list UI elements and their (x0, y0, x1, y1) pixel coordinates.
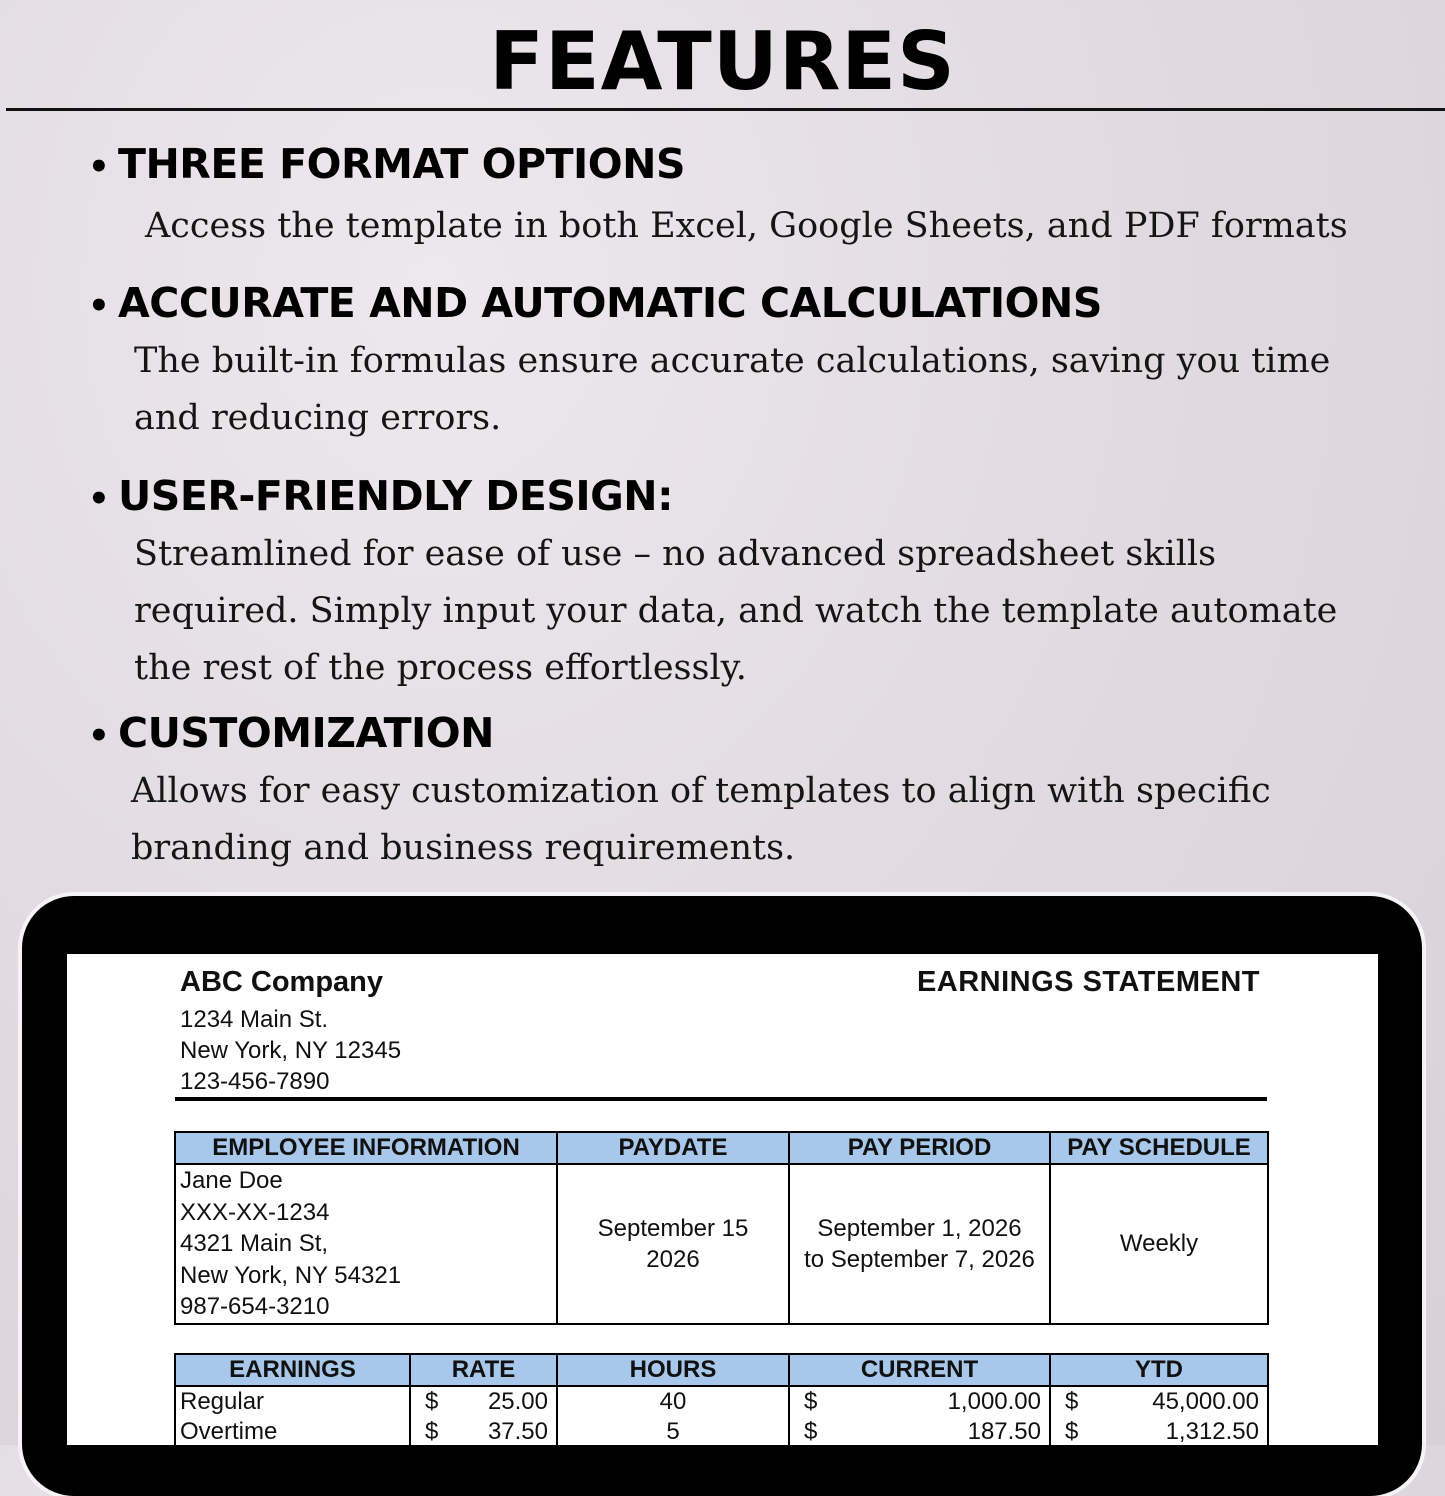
earning-type: Overtime (175, 1417, 410, 1445)
header-pay-schedule: PAY SCHEDULE (1050, 1132, 1268, 1164)
earning-rate: $ 37.50 (410, 1417, 557, 1445)
pay-schedule-value: Weekly (1050, 1164, 1268, 1324)
header-pay-period: PAY PERIOD (789, 1132, 1050, 1164)
employee-info-table (174, 1131, 1269, 1325)
header-ytd: YTD (1050, 1354, 1268, 1386)
earning-current: $ 1,000.00 (789, 1386, 1050, 1417)
earning-hours: 5 (557, 1417, 789, 1445)
feature-heading-formats: • THREE FORMAT OPTIONS (88, 139, 685, 192)
earning-ytd: $ 1,312.50 (1050, 1417, 1268, 1445)
header-earnings: EARNINGS (175, 1354, 410, 1386)
employee-address-2: New York, NY 54321 (180, 1261, 402, 1289)
employee-phone: 987-654-3210 (180, 1293, 330, 1320)
table-row (175, 1417, 1268, 1445)
earning-rate: $ 25.00 (410, 1386, 557, 1417)
header-rate: RATE (410, 1354, 557, 1386)
employee-ssn: XXX-XX-1234 (180, 1198, 330, 1226)
earnings-statement-screen (67, 954, 1378, 1445)
title-divider (6, 108, 1445, 111)
company-address-2: New York, NY 12345 (180, 1037, 402, 1064)
feature-text-customization-2: branding and business requirements. (131, 828, 796, 868)
table-row (175, 1386, 1268, 1417)
statement-title: EARNINGS STATEMENT (916, 966, 1260, 998)
earning-hours: 40 (557, 1386, 789, 1417)
feature-heading-calculations: • ACCURATE AND AUTOMATIC CALCULATIONS (88, 278, 1102, 331)
bullet-icon: • (88, 479, 110, 519)
feature-heading-customization: • CUSTOMIZATION (88, 708, 494, 761)
earning-ytd: $ 45,000.00 (1050, 1386, 1268, 1417)
feature-text-design-3: the rest of the process effortlessly. (134, 648, 747, 688)
earnings-table (174, 1353, 1269, 1445)
company-address-1: 1234 Main St. (180, 1006, 329, 1033)
header-divider (175, 1097, 1267, 1101)
header-paydate: PAYDATE (557, 1132, 789, 1164)
company-phone: 123-456-7890 (180, 1068, 330, 1095)
header-current: CURRENT (789, 1354, 1050, 1386)
employee-address-1: 4321 Main St, (180, 1230, 329, 1257)
feature-text-design-2: required. Simply input your data, and watch the template automate (134, 591, 1338, 631)
bullet-icon: • (88, 716, 110, 756)
feature-text-calculations-1: The built-in formulas ensure accurate calculations, saving you time (134, 341, 1331, 381)
feature-text-formats: Access the template in both Excel, Google Sheets, and PDF formats (145, 206, 1348, 246)
earning-type: Regular (175, 1386, 410, 1417)
pay-period-value: September 1, 2026 to September 7, 2026 (789, 1164, 1050, 1324)
feature-text-calculations-2: and reducing errors. (134, 398, 502, 438)
header-hours: HOURS (557, 1354, 789, 1386)
header-employee-information: EMPLOYEE INFORMATION (175, 1132, 557, 1164)
feature-heading-design: • USER-FRIENDLY DESIGN: (88, 471, 673, 524)
feature-text-design-1: Streamlined for ease of use – no advanced spreadsheet skills (134, 534, 1217, 574)
employee-name: Jane Doe (180, 1167, 283, 1194)
page-title: FEATURES (489, 15, 956, 108)
paydate-value: September 15 2026 (557, 1164, 789, 1324)
bullet-icon: • (88, 147, 110, 187)
company-name: ABC Company (180, 966, 384, 998)
feature-text-customization-1: Allows for easy customization of templates to align with specific (131, 771, 1271, 811)
bullet-icon: • (88, 286, 110, 326)
earning-current: $ 187.50 (789, 1417, 1050, 1445)
employee-details (175, 1164, 557, 1324)
